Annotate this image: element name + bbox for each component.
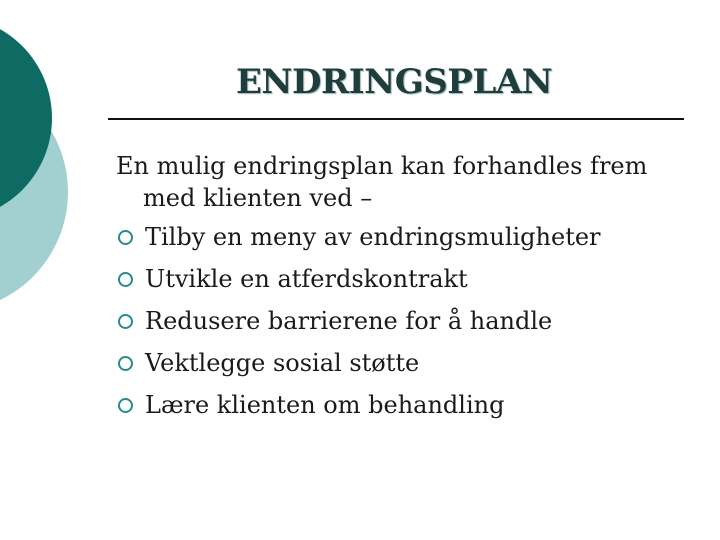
title-divider <box>108 118 684 120</box>
list-item: Tilby en meny av endringsmuligheter <box>116 216 706 258</box>
slide-body <box>116 150 706 426</box>
hollow-circle-icon <box>118 398 133 413</box>
intro-line-1: En mulig endringsplan kan forhandles frem <box>116 152 648 180</box>
hollow-circle-icon <box>118 272 133 287</box>
hollow-circle-icon <box>118 356 133 371</box>
list-item: Lære klienten om behandling <box>116 384 706 426</box>
intro-line-2: med klienten ved – <box>143 184 373 212</box>
hollow-circle-icon <box>118 314 133 329</box>
list-item: Utvikle en atferdskontrakt <box>116 258 706 300</box>
slide-title: ENDRINGSPLAN <box>236 62 553 102</box>
bullet-list <box>116 216 706 426</box>
list-item: Vektlegge sosial støtte <box>116 342 706 384</box>
hollow-circle-icon <box>118 230 133 245</box>
decorative-circles <box>0 0 120 300</box>
list-item: Redusere barrierene for å handle <box>116 300 706 342</box>
intro-paragraph <box>116 150 706 214</box>
